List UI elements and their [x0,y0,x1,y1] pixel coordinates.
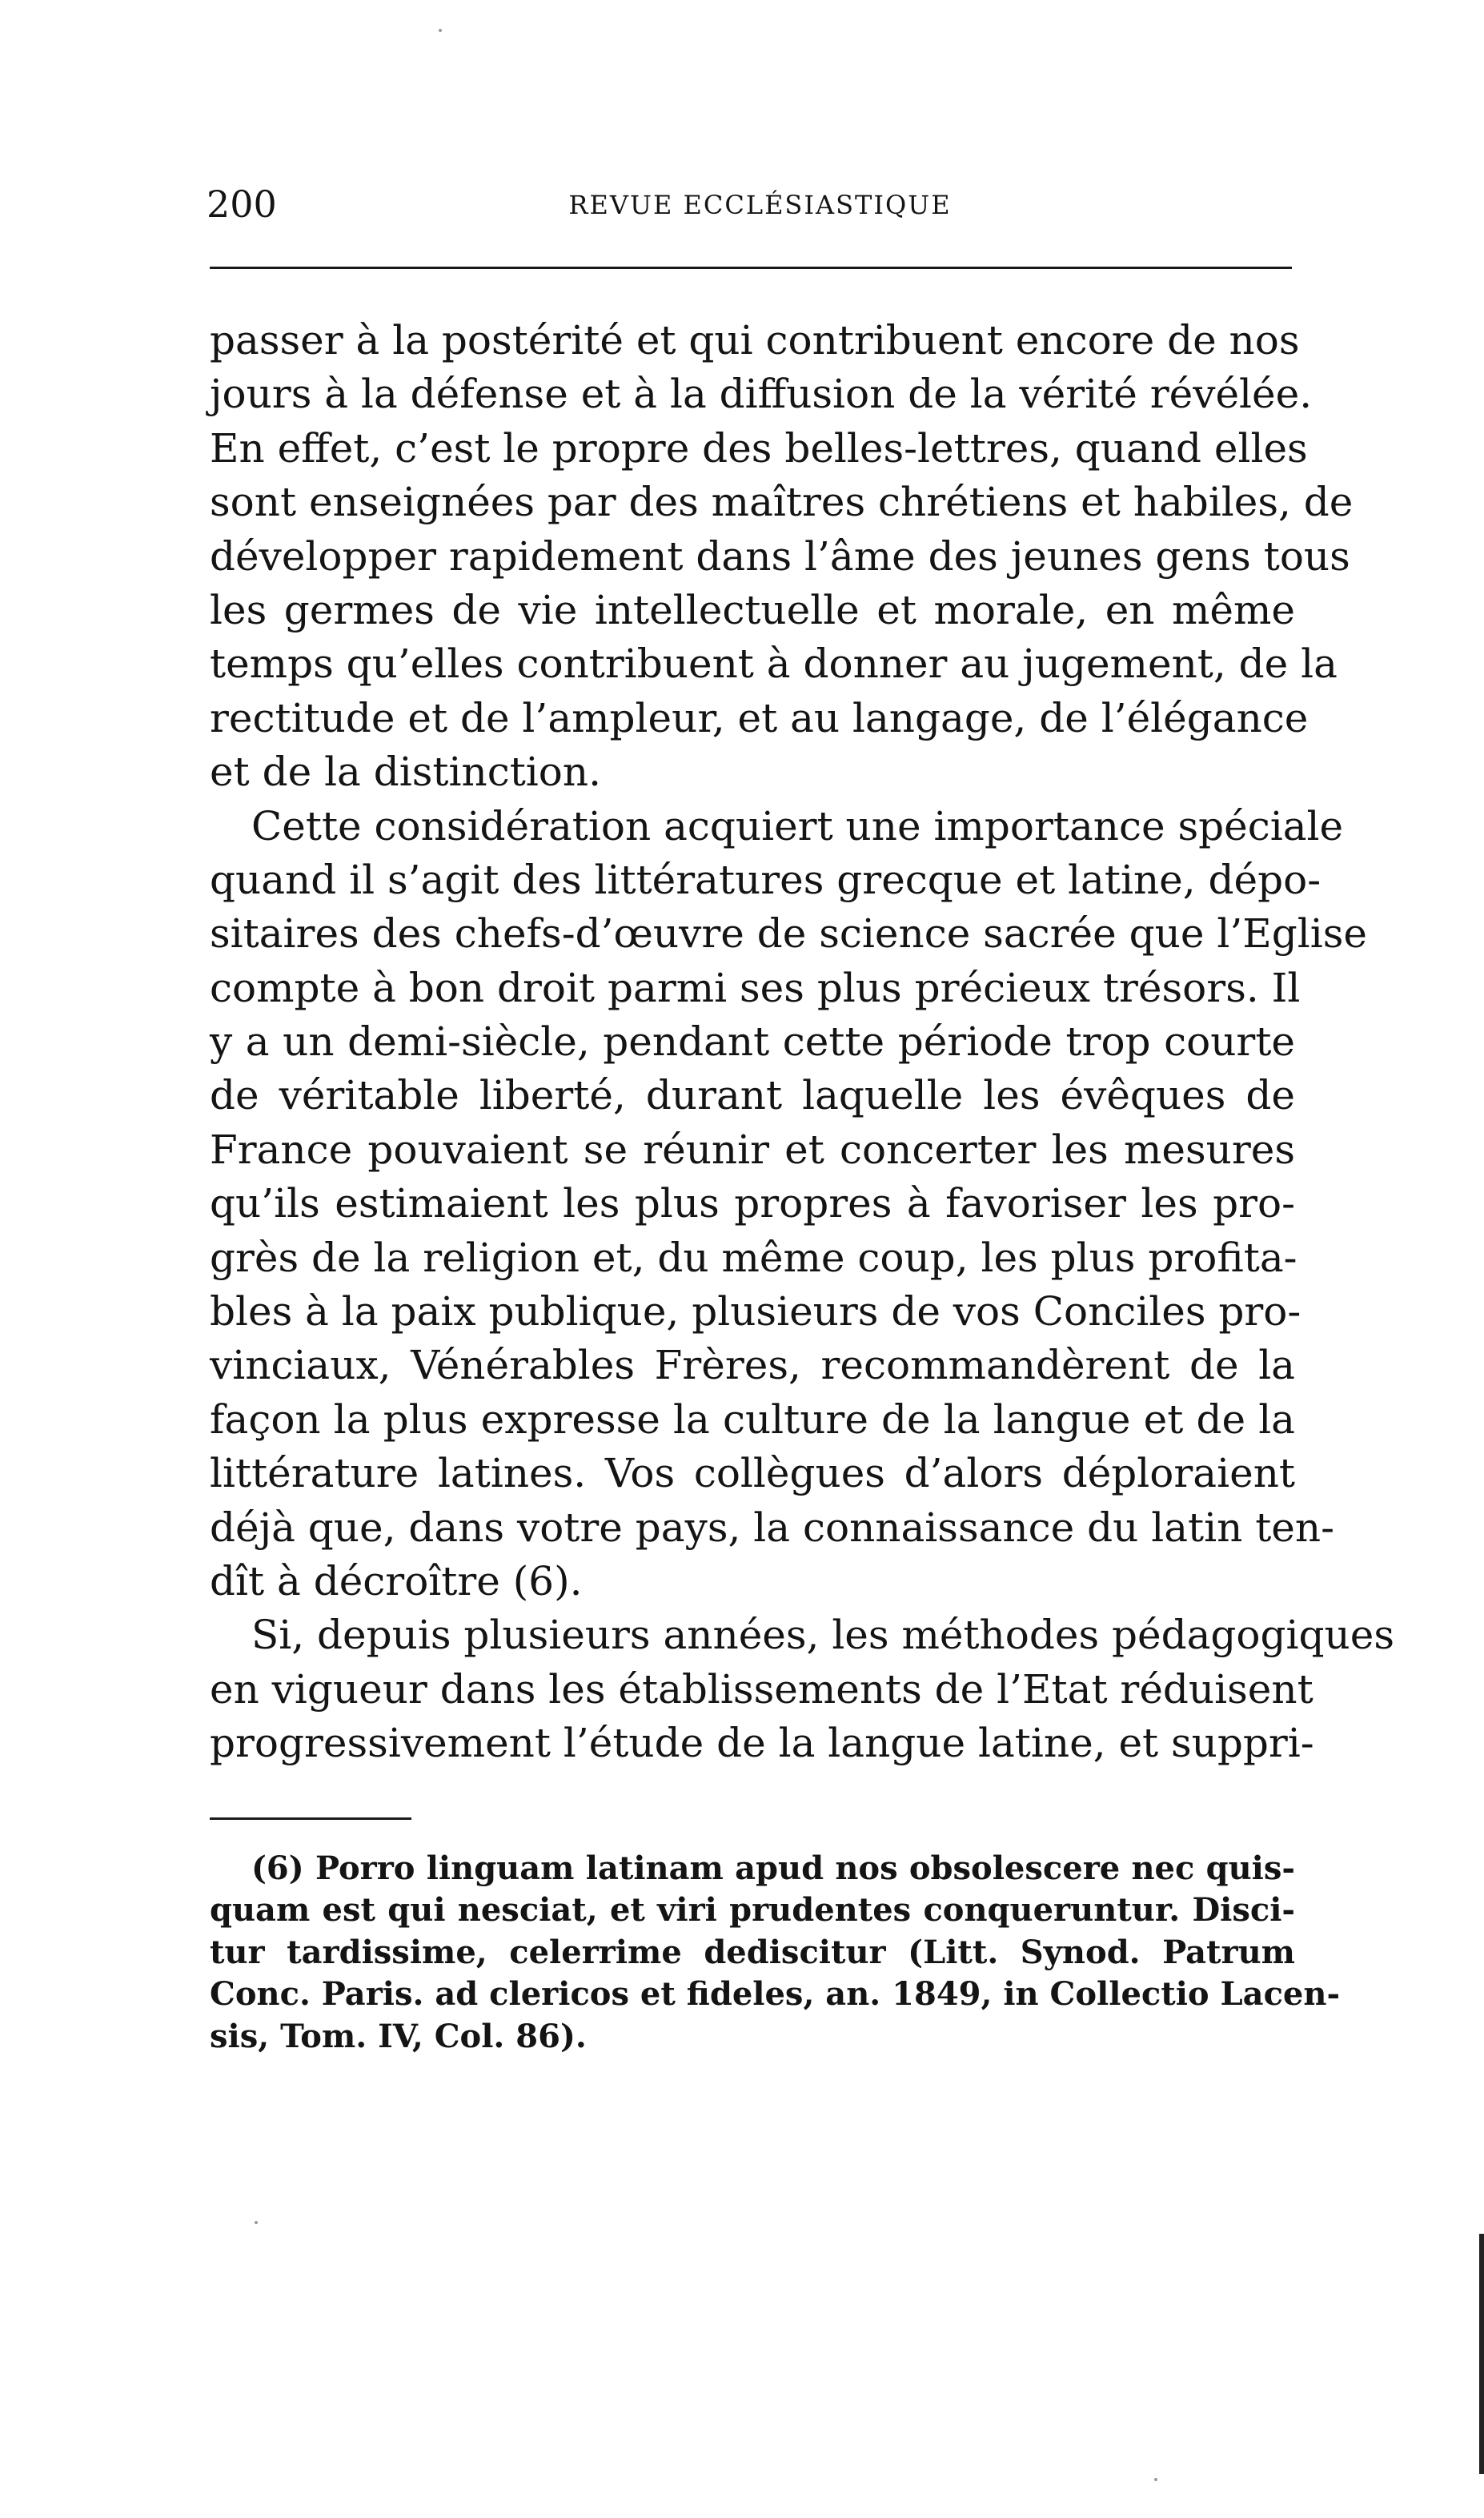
body-text [210,314,1394,1771]
speck [255,2221,258,2224]
text-line: temps qu’elles contribuent à donner au jugement, de la [210,641,1338,688]
text-line: déjà que, dans votre pays, la connaissance du latin ten- [210,1504,1334,1551]
text-line: En effet, c’est le propre des belles-lettres, quand elles [210,424,1308,472]
text-line: et de la distinction. [210,749,601,796]
text-line: littérature latines. Vos collègues d’alors déploraient [210,1450,1295,1497]
text-line: en vigueur dans les établissements de l’Etat réduisent [210,1665,1314,1713]
running-title: REVUE ECCLÉSIASTIQUE [568,190,952,220]
text-line: rectitude et de l’ampleur, et au langage, de l’élégance [210,694,1309,741]
text-line: compte à bon droit parmi ses plus précieux trésors. Il [210,964,1301,1011]
text-line: façon la plus expresse la culture de la langue et de la [210,1396,1295,1443]
footnote-line: sis, Tom. IV, Col. 86). [210,2017,587,2055]
text-line: y a un demi-siècle, pendant cette période trop courte [210,1018,1295,1066]
text-line: passer à la postérité et qui contribuent encore de nos [210,317,1300,363]
page-number: 200 [207,183,277,226]
footnote-line: tur tardissime, celerrime dediscitur (Litt. Synod. Patrum [210,1933,1295,1971]
footnote-line: Conc. Paris. ad clericos et fideles, an. 1849, in Collectio Lacen- [210,1975,1341,2014]
text-line: les germes de vie intellectuelle et morale, en même [210,586,1295,633]
text-line: progressivement l’étude de la langue latine, et suppri- [210,1720,1314,1767]
text-line: qu’ils estimaient les plus propres à favoriser les pro- [210,1180,1295,1227]
text-line: jours à la défense et à la diffusion de la vérité révélée. [210,371,1313,418]
footnote-line: quam est qui nesciat, et viri prudentes conqueruntur. Disci- [210,1891,1295,1930]
text-line: vinciaux, Vénérables Frères, recommandèrent de la [210,1342,1295,1389]
text-line: quand il s’agit des littératures grecque et latine, dépo- [210,856,1322,903]
text-line: développer rapidement dans l’âme des jeunes gens tous [210,532,1350,580]
text-line: sont enseignées par des maîtres chrétiens et habiles, de [210,479,1354,526]
text-line: grès de la religion et, du même coup, les plus profita- [210,1234,1297,1281]
footnote [210,1848,1341,2058]
text-line: Cette considération acquiert une importance spéciale [251,802,1344,849]
footnote-line: (6) Porro linguam latinam apud nos obsolescere nec quis- [251,1849,1295,1887]
text-line: de véritable liberté, durant laquelle les évêques de [210,1072,1295,1119]
text-line: bles à la paix publique, plusieurs de vos Conciles pro- [210,1288,1302,1335]
header-rule [210,267,1292,269]
text-line: sitaires des chefs-d’œuvre de science sacrée que l’Eglise [210,910,1367,958]
text-line: Si, depuis plusieurs années, les méthodes pédagogiques [251,1612,1394,1659]
speck [439,29,442,32]
text-line: dît à décroître (6). [210,1557,583,1604]
page-edge-mark [1479,2234,1484,2474]
footnote-rule [210,1817,411,1820]
text-line: France pouvaient se réunir et concerter les mesures [210,1126,1295,1173]
speck [1154,2478,1157,2481]
